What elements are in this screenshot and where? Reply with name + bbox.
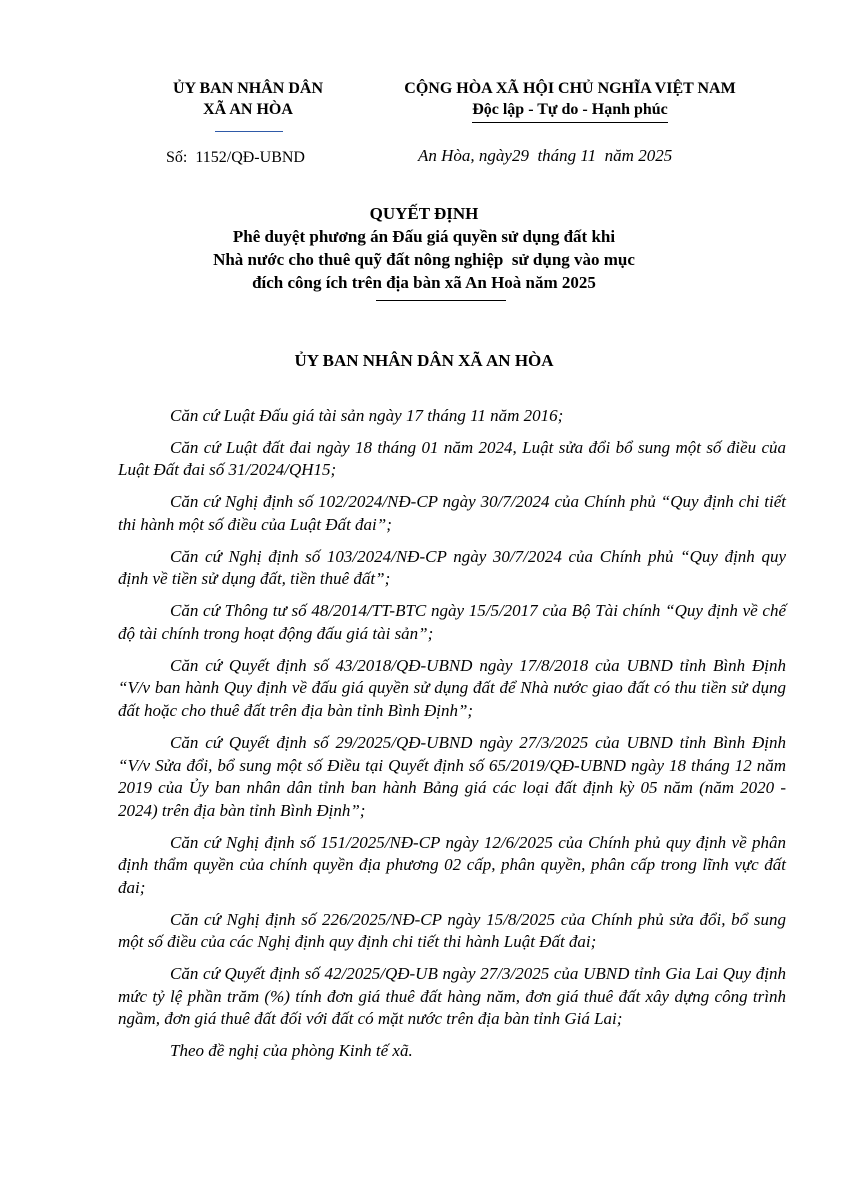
title-underline: [376, 300, 506, 301]
preamble-paragraph: Căn cứ Nghị định số 103/2024/NĐ-CP ngày 30/7/2024 của Chính phủ “Quy định quy định về tiền sử dụng đất, tiền thuê đất”;: [118, 546, 786, 589]
preamble-paragraph: Căn cứ Thông tư số 48/2014/TT-BTC ngày 15/5/2017 của Bộ Tài chính “Quy định về chế độ tài chính trong hoạt động đấu giá tài sản”;: [118, 601, 786, 643]
document-number-label: Số:: [166, 149, 188, 166]
issuing-agency: [138, 78, 358, 120]
preamble: [118, 405, 786, 1072]
document-number-value: 1152/QĐ-UBND: [195, 149, 305, 166]
title-subject-line-2: Nhà nước cho thuê quỹ đất nông nghiệp sử dụng vào mục: [213, 250, 635, 269]
agency-line-1: ỦY BAN NHÂN DÂN: [172, 80, 324, 97]
issuer-heading: ỦY BAN NHÂN DÂN XÃ AN HÒA: [294, 351, 554, 370]
document-number: [166, 148, 305, 168]
preamble-paragraph: Căn cứ Quyết định số 43/2018/QĐ-UBND ngày 17/8/2018 của UBND tỉnh Bình Định “V/v ban hành Quy định về đấu giá quyền sử dụng đất để Nhà nước giao đất có thu tiền sử dụng đất hoặc cho thuê đất trên địa bàn tỉnh Bình Định”;: [118, 655, 786, 721]
preamble-paragraph: Căn cứ Luật Đấu giá tài sản ngày 17 tháng 11 năm 2016;: [170, 406, 564, 425]
nation-name: CỘNG HÒA XÃ HỘI CHỦ NGHĨA VIỆT NAM: [404, 80, 736, 97]
document-title: [120, 202, 728, 294]
title-heading: QUYẾT ĐỊNH: [369, 204, 479, 223]
agency-underline: [215, 131, 283, 132]
document-date: An Hòa, ngày29 tháng 11 năm 2025: [418, 146, 673, 165]
agency-line-2: XÃ AN HÒA: [203, 101, 293, 118]
preamble-paragraph: Căn cứ Nghị định số 102/2024/NĐ-CP ngày 30/7/2024 của Chính phủ “Quy định chi tiết thi hành một số điều của Luật Đất đai”;: [118, 492, 786, 534]
preamble-paragraph: Căn cứ Quyết định số 29/2025/QĐ-UBND ngày 27/3/2025 của UBND tỉnh Bình Định “V/v Sửa đổi, bổ sung một số Điều tại Quyết định số 65/2019/QĐ-UBND ngày 18 tháng 12 năm 2019 của Ủy ban nhân dân tỉnh ban hành Bảng giá các loại đất định kỳ 05 năm (năm 2020 - 2024) trên địa bàn tỉnh Bình Định”;: [118, 732, 786, 820]
national-header: [360, 78, 780, 123]
preamble-paragraph: Căn cứ Luật đất đai ngày 18 tháng 01 năm 2024, Luật sửa đổi bổ sung một số điều của Luật Đất đai số 31/2024/QH15;: [118, 437, 786, 480]
title-subject-line-1: Phê duyệt phương án Đấu giá quyền sử dụng đất khi: [232, 227, 616, 246]
preamble-paragraph: Căn cứ Quyết định số 42/2025/QĐ-UB ngày 27/3/2025 của UBND tỉnh Gia Lai Quy định mức tỷ lệ phần trăm (%) tính đơn giá thuê đất hàng năm, đơn giá thuê đất xây dựng công trình ngầm, đơn giá thuê đất đối với đất có mặt nước trên địa bàn tỉnh Giá Lai;: [118, 964, 786, 1029]
preamble-paragraph: Căn cứ Nghị định số 151/2025/NĐ-CP ngày 12/6/2025 của Chính phủ quy định về phân định thẩm quyền của chính quyền địa phương 02 cấp, phân quyền, phân cấp trong lĩnh vực đất đai;: [118, 832, 786, 897]
preamble-paragraph: Theo đề nghị của phòng Kinh tế xã.: [170, 1041, 413, 1061]
preamble-paragraph: Căn cứ Nghị định số 226/2025/NĐ-CP ngày 15/8/2025 của Chính phủ sửa đổi, bổ sung một số điều của các Nghị định quy định chi tiết thi hành Luật Đất đai;: [118, 909, 786, 952]
title-subject-line-3: đích công ích trên địa bàn xã An Hoà năm 2025: [252, 273, 596, 292]
nation-motto: Độc lập - Tự do - Hạnh phúc: [472, 99, 668, 123]
